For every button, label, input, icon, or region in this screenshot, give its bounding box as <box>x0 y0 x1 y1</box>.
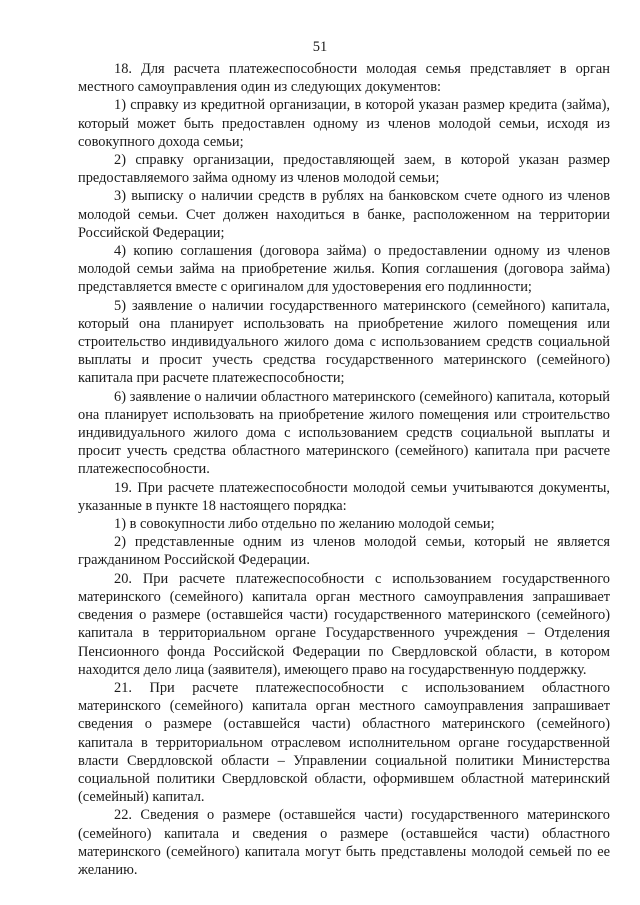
paragraph-19-item-2: 2) представленные одним из членов молодой семьи, который не является гражданином Российской Федерации. <box>78 534 610 569</box>
paragraph-18-item-5: 5) заявление о наличии государственного материнского (семейного) капитала, который она планирует использовать на приобретение жилого помещения или строительство индивидуального жилого дома с использованием средств социальной выплаты и просит учесть средства государственного материнского (семейного) капитала при расчете платежеспособности; <box>78 297 610 387</box>
page-number: 51 <box>312 39 328 55</box>
paragraph-18-item-1: 1) справку из кредитной организации, в которой указан размер кредита (займа), который может быть предоставлен одному из членов молодой семьи, исходя из совокупного дохода семьи; <box>78 97 610 150</box>
document-body <box>78 60 610 879</box>
paragraph-22: 22. Сведения о размере (оставшейся части) государственного материнского (семейного) капитала и сведения о размере (оставшейся части) областного материнского (семейного) капитала могут быть представлены молодой семьей по ее желанию. <box>78 807 610 878</box>
paragraph-18-item-2: 2) справку организации, предоставляющей заем, в которой указан размер предоставляемого займа одному из членов молодой семьи; <box>78 152 610 187</box>
paragraph-21: 21. При расчете платежеспособности с использованием областного материнского (семейного) капитала орган местного самоуправления запрашивает сведения о размере (оставшейся части) областного материнского (семейного) капитала в территориальном отраслевом исполнительном органе государственной власти Свердловской области – Управлении социальной политики Министерства социальной политики Свердловской области, оформившем областной материнский (семейный) капитал. <box>78 679 610 806</box>
paragraph-18-item-4: 4) копию соглашения (договора займа) о предоставлении одному из членов молодой семьи займа на приобретение жилья. Копия соглашения (договора займа) представляется вместе с оригиналом для удостоверения его подлинности; <box>78 243 610 296</box>
paragraph-19: 19. При расчете платежеспособности молодой семьи учитываются документы, указанные в пункте 18 настоящего порядка: <box>78 479 610 514</box>
paragraph-18-item-6: 6) заявление о наличии областного материнского (семейного) капитала, который она планирует использовать на приобретение жилого помещения или строительство индивидуального жилого дома с использованием средств социальной выплаты и просит учесть средства областного материнского (семейного) капитала при расчете платежеспособности. <box>78 388 610 478</box>
paragraph-20: 20. При расчете платежеспособности с использованием государственного материнского (семейного) капитала орган местного самоуправления запрашивает сведения о размере (оставшейся части) государственного материнского (семейного) капитала в территориальном органе Государственного учреждения – Отделения Пенсионного фонда Российской Федерации по Свердловской области, в котором находится дело лица (заявителя), имеющего право на государственную поддержку. <box>78 570 610 678</box>
paragraph-18: 18. Для расчета платежеспособности молодая семья представляет в орган местного самоуправления один из следующих документов: <box>78 61 610 96</box>
paragraph-19-item-1: 1) в совокупности либо отдельно по желанию молодой семьи; <box>114 516 495 533</box>
paragraph-18-item-3: 3) выписку о наличии средств в рублях на банковском счете одного из членов молодой семьи. Счет должен находиться в банке, расположенном на территории Российской Федерации; <box>78 188 610 241</box>
